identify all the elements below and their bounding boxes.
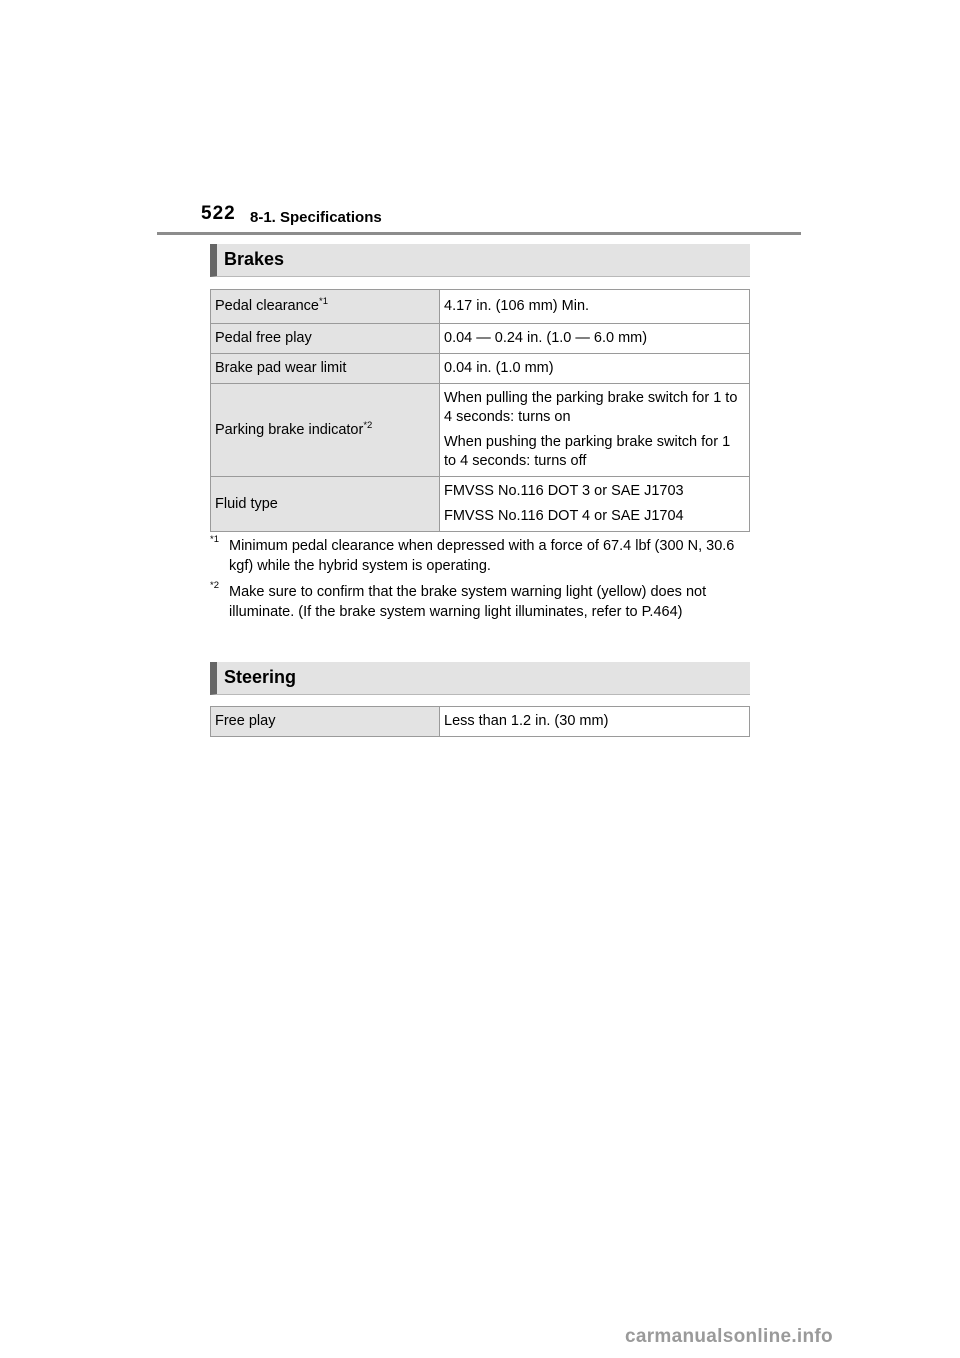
footnote-ref: *1 — [319, 296, 328, 307]
steering-heading — [210, 662, 750, 695]
label-text: Pedal free play — [215, 330, 312, 346]
steering-table — [210, 706, 750, 737]
row-value — [440, 707, 750, 737]
row-label — [211, 290, 440, 324]
label-text: Pedal clearance — [215, 298, 319, 314]
row-label — [211, 384, 440, 477]
footnote-text: Minimum pedal clearance when depressed with a force of 67.4 lbf (300 N, 30.6 kgf) while the hybrid system is operating. — [229, 538, 735, 574]
value-text: 0.04 — 0.24 in. (1.0 — 6.0 mm) — [444, 330, 648, 346]
footnote: *2 Make sure to confirm that the brake system warning light (yellow) does not illuminate. (If the brake system warning light illuminates, refer to P.464) — [210, 582, 750, 622]
page-number: 522 — [201, 203, 236, 224]
label-text: Brake pad wear limit — [215, 360, 347, 376]
footnote-ref: *2 — [363, 419, 373, 431]
row-label — [211, 324, 440, 354]
brakes-heading — [210, 244, 750, 277]
table-row — [211, 707, 750, 737]
value-text: When pulling the parking brake switch for 1 to 4 seconds: turns on — [444, 390, 738, 425]
row-value — [440, 354, 750, 384]
steering-heading-text: Steering — [224, 667, 297, 687]
row-label — [211, 477, 440, 532]
brakes-table — [210, 289, 750, 532]
watermark: carmanualsonline.info — [625, 1326, 833, 1347]
table-row — [211, 384, 750, 477]
value-text: 4.17 in. (106 mm) Min. — [444, 298, 590, 314]
value-text: FMVSS No.116 DOT 3 or SAE J1703 — [444, 483, 684, 499]
table-row — [211, 354, 750, 384]
row-value — [440, 384, 750, 477]
header-rule — [157, 232, 801, 235]
label-text: Parking brake indicator — [215, 421, 364, 438]
value-text: Less than 1.2 in. (30 mm) — [444, 713, 609, 729]
table-row — [211, 290, 750, 324]
label-text: Fluid type — [215, 495, 278, 512]
footnote-text: Make sure to confirm that the brake system warning light (yellow) does not illuminate. (If the brake system warning light illuminates, refer to P.464) — [229, 584, 707, 620]
table-row — [211, 477, 750, 532]
section-title: 8-1. Specifications — [250, 209, 382, 226]
row-label — [211, 354, 440, 384]
table-row — [211, 324, 750, 354]
value-text: 0.04 in. (1.0 mm) — [444, 360, 554, 376]
row-value — [440, 477, 750, 532]
value-text: When pushing the parking brake switch for 1 to 4 seconds: turns off — [444, 434, 731, 469]
brakes-heading-text: Brakes — [224, 249, 285, 269]
label-text: Free play — [215, 713, 276, 729]
row-value — [440, 324, 750, 354]
value-text: FMVSS No.116 DOT 4 or SAE J1704 — [444, 508, 684, 524]
row-label — [211, 707, 440, 737]
footnote: *1 Minimum pedal clearance when depressed with a force of 67.4 lbf (300 N, 30.6 kgf) while the hybrid system is operating. — [210, 536, 750, 576]
row-value — [440, 290, 750, 324]
